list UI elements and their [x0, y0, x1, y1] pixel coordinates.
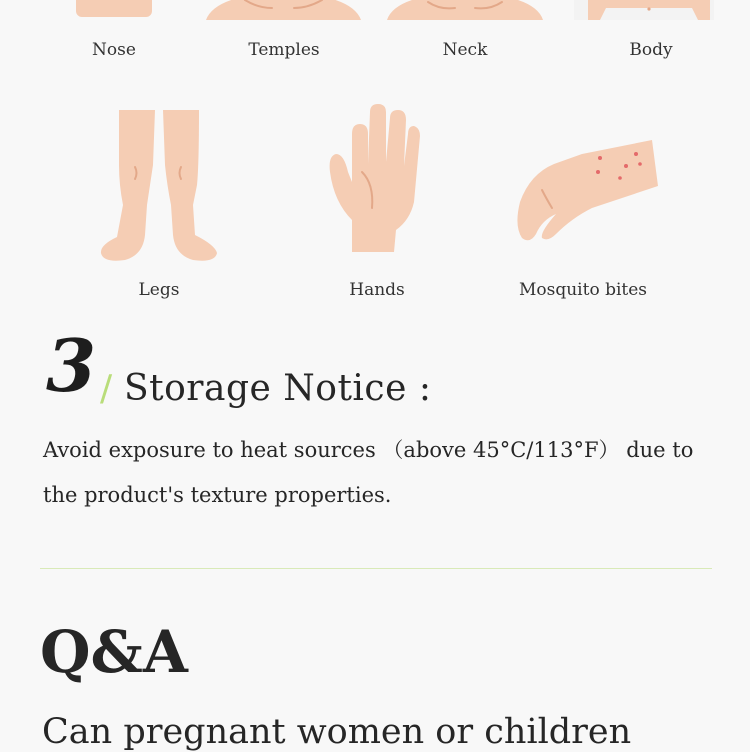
area-label-legs: Legs: [138, 280, 180, 300]
area-label-nose: Nose: [92, 40, 136, 60]
area-label-neck: Neck: [442, 40, 488, 60]
section-number: 3: [46, 323, 97, 408]
area-label-mosquito-bites: Mosquito bites: [518, 280, 648, 300]
storage-notice-text: Avoid exposure to heat sources （above 45°C/113°F） due to the product's texture properties.: [43, 438, 694, 507]
legs-illustration: [95, 105, 225, 267]
mosquito-bites-illustration: [512, 138, 662, 244]
storage-notice-title: Storage Notice :: [124, 368, 432, 409]
nose-illustration: [76, 0, 152, 17]
section-slash: /: [100, 368, 113, 409]
neck-illustration: [387, 0, 543, 20]
qa-question: Can pregnant women or children: [42, 712, 632, 752]
body-illustration: [574, 0, 714, 20]
section-divider: [40, 568, 712, 569]
qa-heading: Q&A: [40, 618, 188, 686]
area-label-body: Body: [629, 40, 673, 60]
temples-illustration: [206, 0, 361, 20]
top-illustrations: [0, 0, 750, 30]
area-label-temples: Temples: [248, 40, 320, 60]
hands-illustration: [322, 102, 422, 258]
area-label-hands: Hands: [349, 280, 405, 300]
